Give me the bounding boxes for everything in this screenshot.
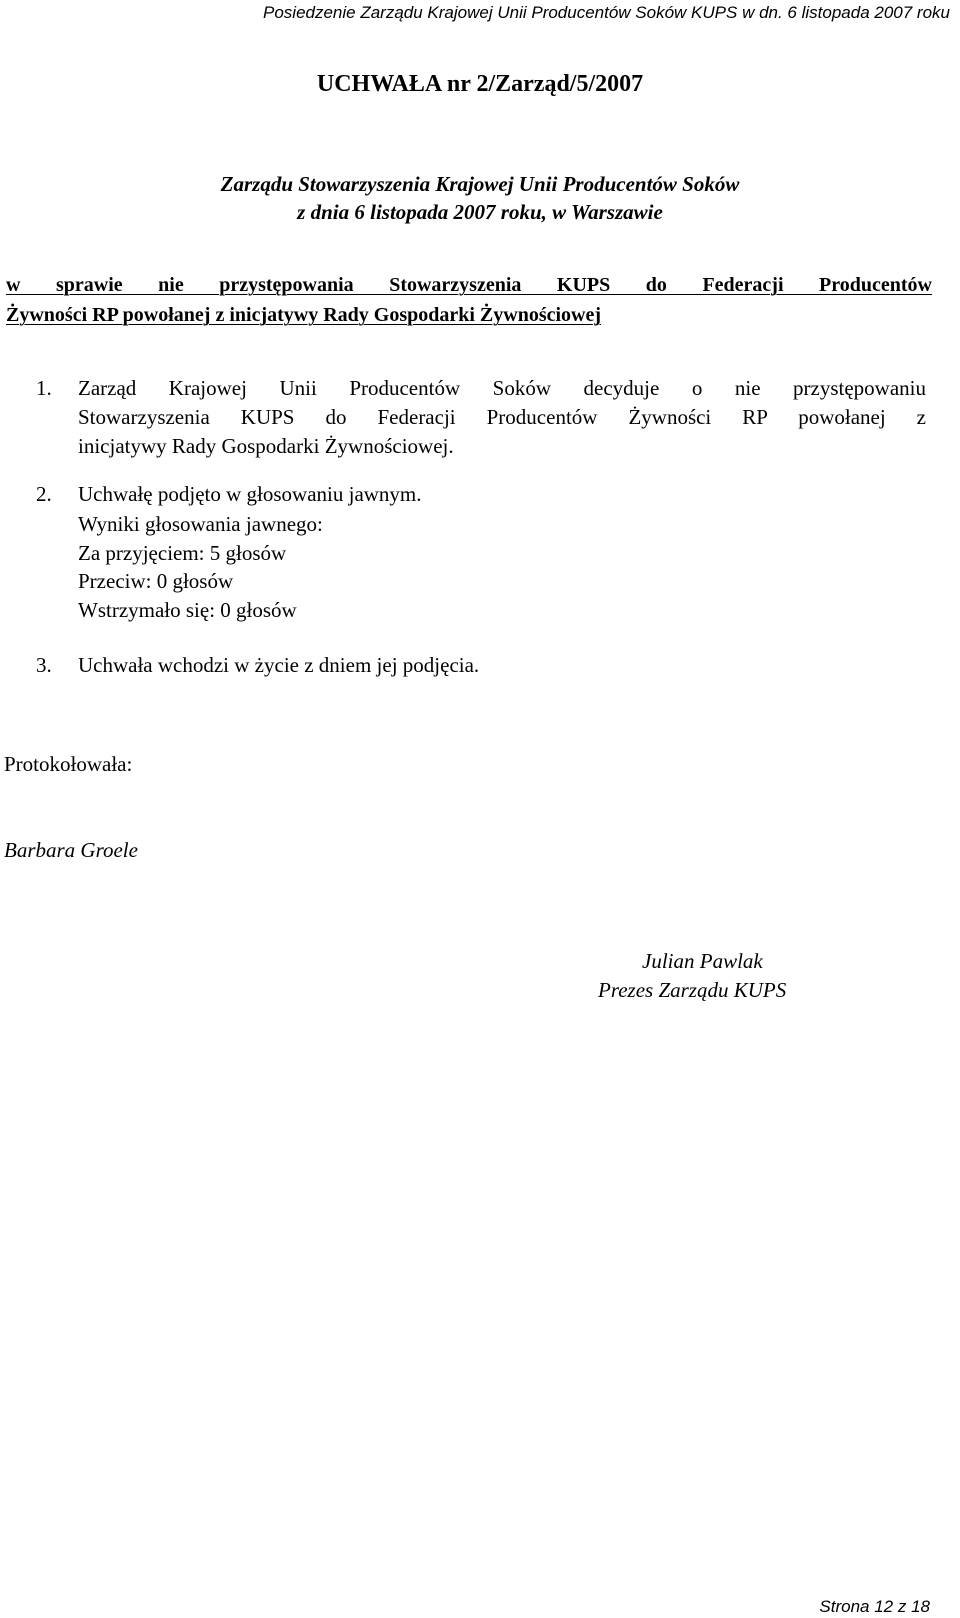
vote-abstain: Wstrzymało się: 0 głosów	[78, 598, 297, 622]
vote-for: Za przyjęciem: 5 głosów	[78, 541, 287, 565]
resolution-date-place: z dnia 6 listopada 2007 roku, w Warszawie	[297, 200, 663, 224]
recorder-name: Barbara Groele	[4, 838, 138, 862]
item-2-number: 2.	[36, 482, 52, 506]
resolution-issuer: Zarządu Stowarzyszenia Krajowej Unii Producentów Soków	[220, 172, 740, 196]
subject-line-1: w sprawie nie przystępowania Stowarzyszenia KUPS do Federacji Producentów	[6, 274, 932, 296]
item-1-line-2: Stowarzyszenia KUPS do Federacji Producentów Żywności RP powołanej z	[78, 405, 926, 429]
item-2-text: Uchwałę podjęto w głosowaniu jawnym.	[78, 482, 422, 506]
item-1-line-1: Zarząd Krajowej Unii Producentów Soków decyduje o nie przystępowaniu	[78, 376, 926, 400]
item-1-paragraph	[78, 374, 926, 461]
vote-heading: Wyniki głosowania jawnego:	[78, 512, 323, 536]
president-name: Julian Pawlak	[642, 949, 763, 973]
protocol-label: Protokołowała:	[4, 752, 133, 776]
page-header: Posiedzenie Zarządu Krajowej Unii Producentów Soków KUPS w dn. 6 listopada 2007 roku	[263, 3, 950, 22]
item-1-line-3: inicjatywy Rady Gospodarki Żywnościowej.	[78, 434, 454, 458]
item-3-number: 3.	[36, 653, 52, 677]
vote-against: Przeciw: 0 głosów	[78, 569, 234, 593]
resolution-subject	[6, 270, 932, 330]
president-title: Prezes Zarządu KUPS	[598, 978, 787, 1002]
page-number: Strona 12 z 18	[819, 1597, 930, 1616]
item-3-text: Uchwała wchodzi w życie z dniem jej podjęcia.	[78, 653, 480, 677]
item-1-number: 1.	[36, 376, 52, 400]
subject-line-2: Żywności RP powołanej z inicjatywy Rady Gospodarki Żywnościowej	[6, 304, 602, 326]
resolution-title: UCHWAŁA nr 2/Zarząd/5/2007	[316, 71, 644, 97]
